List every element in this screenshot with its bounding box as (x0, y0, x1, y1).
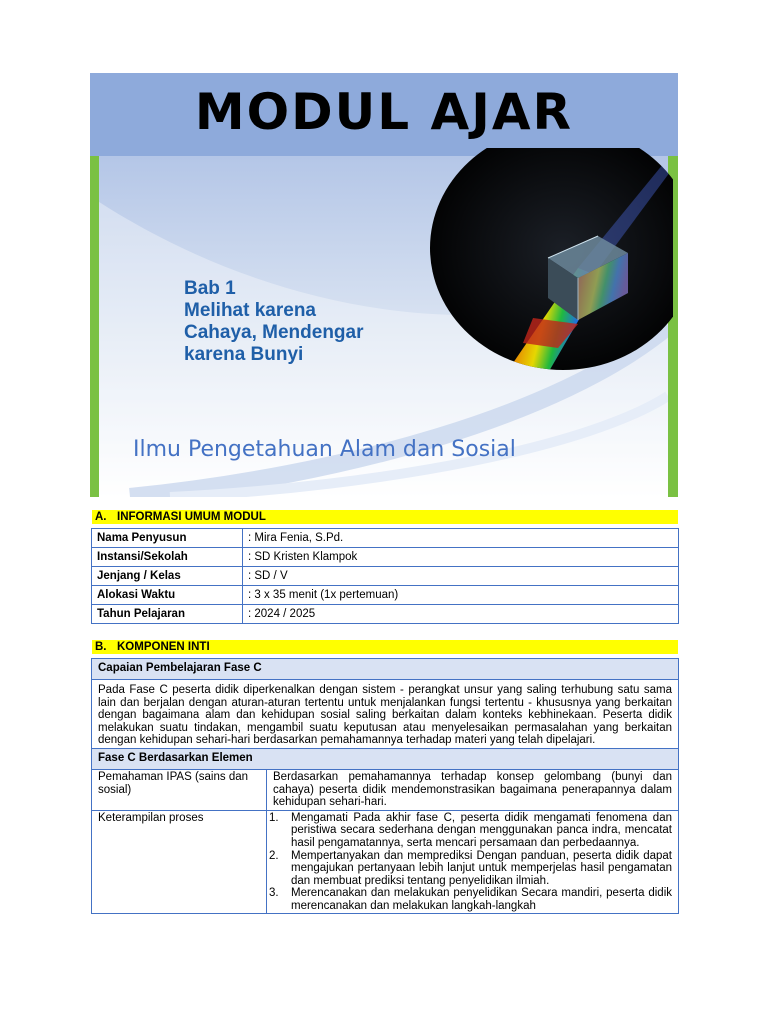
table-row (92, 548, 679, 567)
table-row (92, 748, 679, 769)
info-table (91, 528, 679, 624)
table-row (92, 659, 679, 680)
table-row (92, 529, 679, 548)
list-item (269, 812, 672, 850)
capaian-header: Capaian Pembelajaran Fase C (92, 659, 679, 680)
keterampilan-list-cell (267, 810, 679, 913)
info-value: : 3 x 35 menit (1x pertemuan) (243, 586, 679, 605)
table-row (92, 605, 679, 624)
info-value: : 2024 / 2025 (243, 605, 679, 624)
chapter-title (184, 278, 364, 366)
list-item-text: Merencanakan dan melakukan penyelidikan Secara mandiri, peserta didik merencanakan dan melakukan langkah-langkah (291, 887, 672, 912)
list-item (269, 850, 672, 888)
info-label: Instansi/Sekolah (92, 548, 243, 567)
prism-photo (428, 148, 673, 373)
info-label: Alokasi Waktu (92, 586, 243, 605)
section-b-heading (92, 640, 678, 654)
table-row (92, 567, 679, 586)
info-value: : SD Kristen Klampok (243, 548, 679, 567)
list-item-number: 2. (269, 849, 279, 862)
table-row (92, 680, 679, 749)
capaian-text: Pada Fase C peserta didik diperkenalkan dengan sistem - perangkat unsur yang saling terhubung satu sama lain dan berjalan dengan aturan-aturan tertentu untuk menjalankan fungsi tertentu - khususnya yang berkaitan dengan bagaimana alam dan kehidupan sosial saling berkaitan dalam konteks kebhinekaan. Peserta didik melakukan suatu tindakan, mengambil suatu keputusan atau menyelesaikan permasalahan yang berkaitan dengan kehidupan sehari-hari berdasarkan pemahamannya terhadap materi yang telah dipelajari. (92, 680, 679, 749)
info-label: Nama Penyusun (92, 529, 243, 548)
pemahaman-label: Pemahaman IPAS (sains dan sosial) (92, 769, 267, 810)
list-item-text: Mempertanyakan dan memprediksi Dengan panduan, peserta didik dapat mengajukan pertanyaan lebih lanjut untuk memperjelas hasil pengamatan dan membuat prediksi tentang penyelidikan ilmiah. (291, 849, 672, 887)
pemahaman-text: Berdasarkan pemahamannya terhadap konsep gelombang (bunyi dan cahaya) peserta didik mendemonstrasikan bagaimana penerapannya dalam kehidupan sehari-hari. (267, 769, 679, 810)
section-a-heading (92, 510, 678, 524)
section-b-title: KOMPONEN INTI (117, 641, 210, 653)
chapter-title-line: Bab 1 (184, 278, 236, 299)
subject-title: Ilmu Pengetahuan Alam dan Sosial (133, 437, 516, 462)
cover-image (90, 73, 678, 497)
list-item-number: 1. (269, 811, 279, 824)
info-label: Tahun Pelajaran (92, 605, 243, 624)
table-row (92, 769, 679, 810)
info-value: : Mira Fenia, S.Pd. (243, 529, 679, 548)
list-item-number: 3. (269, 887, 279, 900)
info-label: Jenjang / Kelas (92, 567, 243, 586)
table-row (92, 810, 679, 913)
list-item-text: Mengamati Pada akhir fase C, peserta didik mengamati fenomena dan peristiwa secara sederhana dengan menggunakan panca indra, mencatat hasil pengamatannya, serta mencari persamaan dan perbedaannya. (291, 811, 672, 849)
cover-left-stripe (90, 156, 99, 497)
table-row (92, 586, 679, 605)
chapter-title-line: Melihat karena (184, 300, 316, 321)
list-item (269, 887, 672, 912)
chapter-title-line: Cahaya, Mendengar (184, 322, 364, 343)
section-a-letter: A. (95, 511, 107, 523)
info-value: : SD / V (243, 567, 679, 586)
keterampilan-label: Keterampilan proses (92, 810, 267, 913)
cover-title: MODUL AJAR (194, 83, 574, 141)
komponen-table (91, 658, 679, 914)
chapter-title-line: karena Bunyi (184, 344, 304, 365)
keterampilan-list (269, 812, 672, 913)
section-b-letter: B. (95, 641, 107, 653)
elemen-header: Fase C Berdasarkan Elemen (92, 748, 679, 769)
section-a-title: INFORMASI UMUM MODUL (117, 511, 266, 523)
